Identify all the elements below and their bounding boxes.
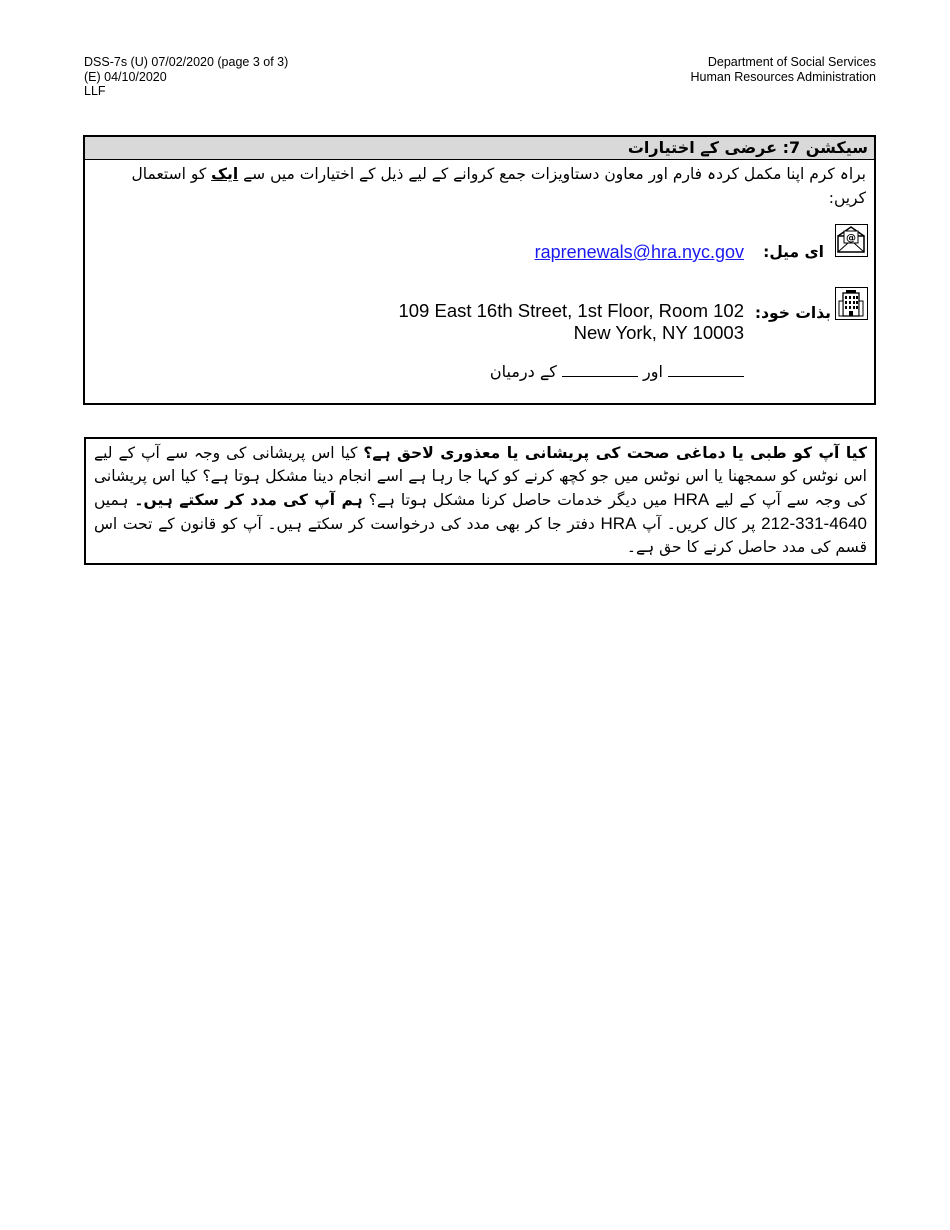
section-intro xyxy=(85,160,874,210)
help-phone-number: 212-331-4640 xyxy=(761,514,868,533)
agency-header xyxy=(691,55,877,84)
office-address xyxy=(398,300,744,344)
address-city: New York, NY 10003 xyxy=(573,322,744,343)
office-hours xyxy=(490,362,744,381)
notice-text-4: پر کال کریں۔ آپ xyxy=(636,515,762,533)
department-name: Department of Social Services xyxy=(707,55,876,69)
address-street: 109 East 16th Street, 1st Floor, Room 102 xyxy=(398,300,744,321)
hours-between-text: کے درمیان xyxy=(489,362,562,381)
intro-emphasis: ایک xyxy=(211,165,239,183)
hra-acronym: HRA xyxy=(673,490,710,509)
email-label: ای میل: xyxy=(763,243,824,261)
office-building-icon xyxy=(835,287,868,320)
in-person-label: بذات خود: xyxy=(754,304,831,322)
hra-acronym: HRA xyxy=(600,514,637,533)
notice-text-3: ہمیں xyxy=(94,491,135,509)
hours-and-text: اور xyxy=(637,362,668,381)
form-id-line: DSS-7s (U) 07/02/2020 (page 3 of 3) xyxy=(84,55,289,69)
email-address-link[interactable]: raprenewals@hra.nyc.gov xyxy=(534,242,744,262)
hours-start-blank xyxy=(668,362,744,377)
notice-text xyxy=(86,439,875,559)
submission-options-section xyxy=(83,135,876,405)
administration-name: Human Resources Administration xyxy=(690,69,876,84)
notice-text-5: دفتر جا کر بھی مدد کی درخواست کر سکتے ہیں۔ آپ کو قانون کے تحت اس قسم کی مدد حاصل کرنے کا حق ہے۔ xyxy=(94,515,867,556)
svg-text:@: @ xyxy=(846,233,856,244)
disability-notice xyxy=(84,437,877,565)
intro-text-end: کو استعمال کریں: xyxy=(131,165,866,207)
form-code-line: LLF xyxy=(84,84,106,98)
notice-help-statement: ہم آپ کی مدد کر سکتے ہیں۔ xyxy=(134,491,363,509)
section-title: سیکشن 7: عرضی کے اختیارات xyxy=(85,137,874,160)
notice-text-2: میں دیگر خدمات حاصل کرنا مشکل ہوتا ہے؟ xyxy=(362,491,674,509)
email-envelope-icon xyxy=(835,224,868,257)
notice-question: کیا آپ کو طبی یا دماغی صحت کی پریشانی یا معذوری لاحق ہے؟ xyxy=(363,444,868,462)
form-id-header xyxy=(84,55,288,99)
hours-end-blank xyxy=(562,362,638,377)
notice-text-1: کیا اس پریشانی کی وجہ سے آپ کے لیے اس نوٹس کو سمجھنا یا اس نوٹس میں جو کچھ کرنے کو کہا جا رہا ہے اسے انجام دینا مشکل ہوتا ہے؟ کیا اس پریشانی کی وجہ سے آپ کے لیے xyxy=(94,444,868,509)
form-edition-line: (E) 04/10/2020 xyxy=(84,69,167,84)
intro-text-start: براہ کرم اپنا مکمل کردہ فارم اور معاون دستاویزات جمع کروانے کے لیے ذیل کے اختیارات میں سے xyxy=(238,165,866,183)
